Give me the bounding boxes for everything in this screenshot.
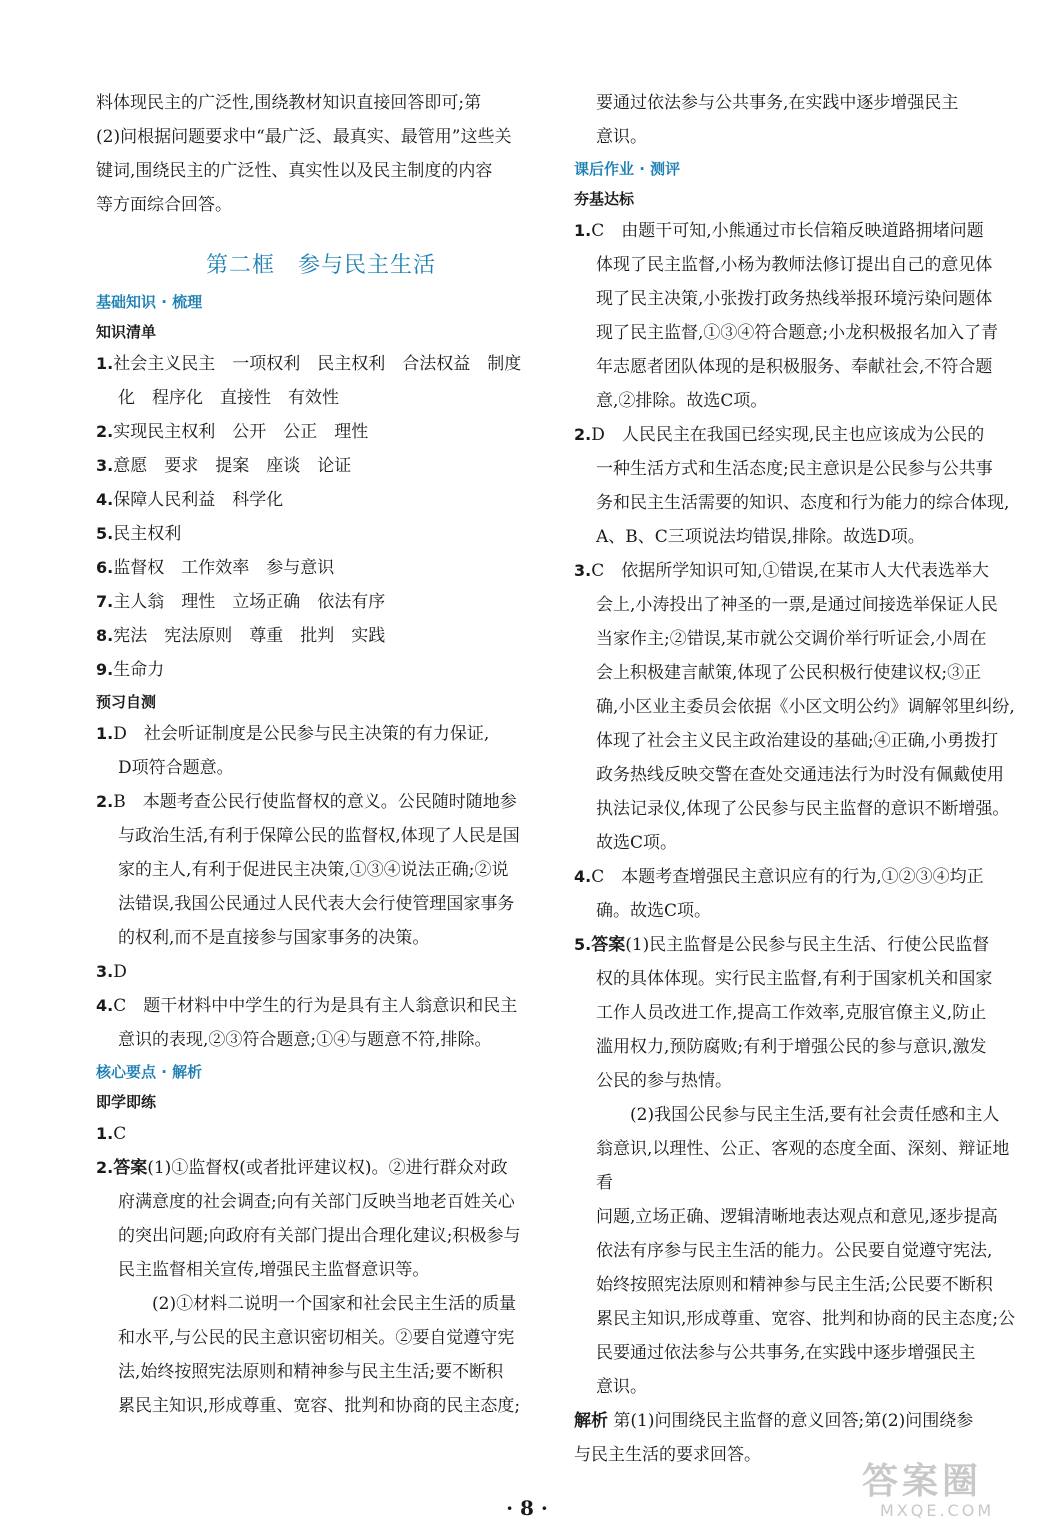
answer-item: 3.C 依据所学知识可知,①错误,在某市人大代表选举大 会上,小涛投出了神圣的一票,是通过间接选举保证人民 当家作主;②错误,某市就公交调价举行听证会,小周在 会上积极建言献策,体现了公民积极行使建议权;③正 确,小区业主委员会依据《小区文明公约》调解邻里纠纷, 体现了社会主义民主政治建设的基础;④正确,小勇拨打 政务热线反映交警在查处交通违法行为时没有佩戴使用 执法记录仪,体现了公民参与民主监督的意识不断增强。 故选C项。	[574, 561, 1015, 853]
answer-item: 4.C 题干材料中中学生的行为是具有主人翁意识和民主 意识的表现,②③符合题意;①④与题意不符,排除。	[96, 996, 518, 1050]
list-item: 9.生命力	[96, 660, 165, 680]
heading-practice: 即学即练	[96, 1093, 157, 1111]
list-item: 7.主人翁 理性 立场正确 依法有序	[96, 592, 386, 612]
text-line: 键词,围绕民主的广泛性、真实性以及民主制度的内容	[96, 161, 493, 181]
heading-core-points: 核心要点 · 解析	[96, 1063, 203, 1081]
page-number: · 8 ·	[506, 1496, 548, 1520]
answer-item: 1.D 社会听证制度是公民参与民主决策的有力保证, D项符合题意。	[96, 724, 490, 778]
answer-item: 3.D	[96, 962, 127, 982]
heading-preview-test: 预习自测	[96, 693, 157, 711]
text-line: 意识。	[596, 127, 647, 147]
answer-item: 1.C	[96, 1124, 127, 1144]
text-line: 要通过依法参与公共事务,在实践中逐步增强民主	[596, 93, 959, 113]
section-title: 第二框 参与民主生活	[205, 253, 436, 278]
text-line: 料体现民主的广泛性,围绕教材知识直接回答即可;第	[96, 93, 482, 113]
heading-knowledge-list: 知识清单	[96, 323, 157, 341]
answer-item: 2.D 人民民主在我国已经实现,民主也应该成为公民的 一种生活方式和生活态度;民主意识是公民参与公共事 务和民主生活需要的知识、态度和行为能力的综合体现, A、B、C三项说法均错误,排除。故选D项。	[574, 425, 1010, 547]
heading-basics: 夯基达标	[574, 190, 635, 208]
answer-item: 2.B 本题考查公民行使监督权的意义。公民随时随地参 与政治生活,有利于保障公民的监督权,体现了人民是国 家的主人,有利于促进民主决策,①③④说法正确;②说 法错误,我国公民通过人民代表大会行使管理国家事务 的权利,而不是直接参与国家事务的决策。	[96, 792, 520, 948]
watermark-sub: MXQE.COM	[880, 1501, 995, 1520]
answer-item: 2.答案(1)①监督权(或者批评建议权)。②进行群众对政 府满意度的社会调查;向有关部门反映当地老百姓关心 的突出问题;向政府有关部门提出合理化建议;积极参与 民主监督相关宣传,增强民主监督意识等。 (2)①材料二说明一个国家和社会民主生活的质量 和水平,与公民的民主意识密切相关。②要自觉遵守宪 法,始终按照宪法原则和精神参与民主生活;要不断积 累民主知识,形成尊重、宽容、批判和协商的民主态度;	[96, 1158, 521, 1416]
list-item: 6.监督权 工作效率 参与意识	[96, 558, 335, 578]
analysis-item: 解析 第(1)问围绕民主监督的意义回答;第(2)问围绕参 与民主生活的要求回答。	[574, 1411, 974, 1465]
list-item: 8.宪法 宪法原则 尊重 批判 实践	[96, 626, 386, 646]
list-item: 化 程序化 直接性 有效性	[118, 388, 339, 408]
answer-item: 1.C 由题干可知,小熊通过市长信箱反映道路拥堵问题 体现了民主监督,小杨为教师法修订提出自己的意见体 现了民主决策,小张拨打政务热线举报环境污染问题体 现了民主监督,①③④符合题意;小龙积极报名加入了青 年志愿者团队体现的是积极服务、奉献社会,不符合题 意,②排除。故选C项。	[574, 221, 999, 411]
heading-homework: 课后作业 · 测评	[574, 160, 681, 178]
list-item: 1.社会主义民主 一项权利 民主权利 合法权益 制度	[96, 354, 522, 374]
knowledge-list	[96, 347, 546, 687]
watermark-main: 答案圈	[862, 1461, 983, 1502]
list-item: 5.民主权利	[96, 524, 182, 544]
heading-basic-knowledge: 基础知识 · 梳理	[96, 293, 203, 311]
list-item: 3.意愿 要求 提案 座谈 论证	[96, 456, 352, 476]
list-item: 4.保障人民利益 科学化	[96, 490, 284, 510]
right-column	[574, 86, 1024, 1472]
text-line: (2)问根据问题要求中“最广泛、最真实、最管用”这些关	[96, 127, 512, 147]
answer-item: 5.答案(1)民主监督是公民参与民主生活、行使公民监督 权的具体体现。实行民主监督,有利于国家机关和国家 工作人员改进工作,提高工作效率,克服官僚主义,防止 滥用权力,预防腐败;有利于增强公民的参与意识,激发 公民的参与热情。 (2)我国公民参与民主生活,要有社会责任感和主人 翁意识,以理性、公正、客观的态度全面、深刻、辩证地看 问题,立场正确、逻辑清晰地表达观点和意见,逐步提高 依法有序参与民主生活的能力。公民要自觉遵守宪法, 始终按照宪法原则和精神参与民主生活;公民要不断积 累民主知识,形成尊重、宽容、批判和协商的民主态度;公 民要通过依法参与公共事务,在实践中逐步增强民主 意识。	[574, 935, 1016, 1397]
list-item: 2.实现民主权利 公开 公正 理性	[96, 422, 369, 442]
text-line: 等方面综合回答。	[96, 195, 232, 215]
left-column	[96, 86, 546, 1423]
watermark-logo	[862, 1462, 1012, 1522]
answer-item: 4.C 本题考查增强民主意识应有的行为,①②③④均正 确。故选C项。	[574, 867, 984, 921]
